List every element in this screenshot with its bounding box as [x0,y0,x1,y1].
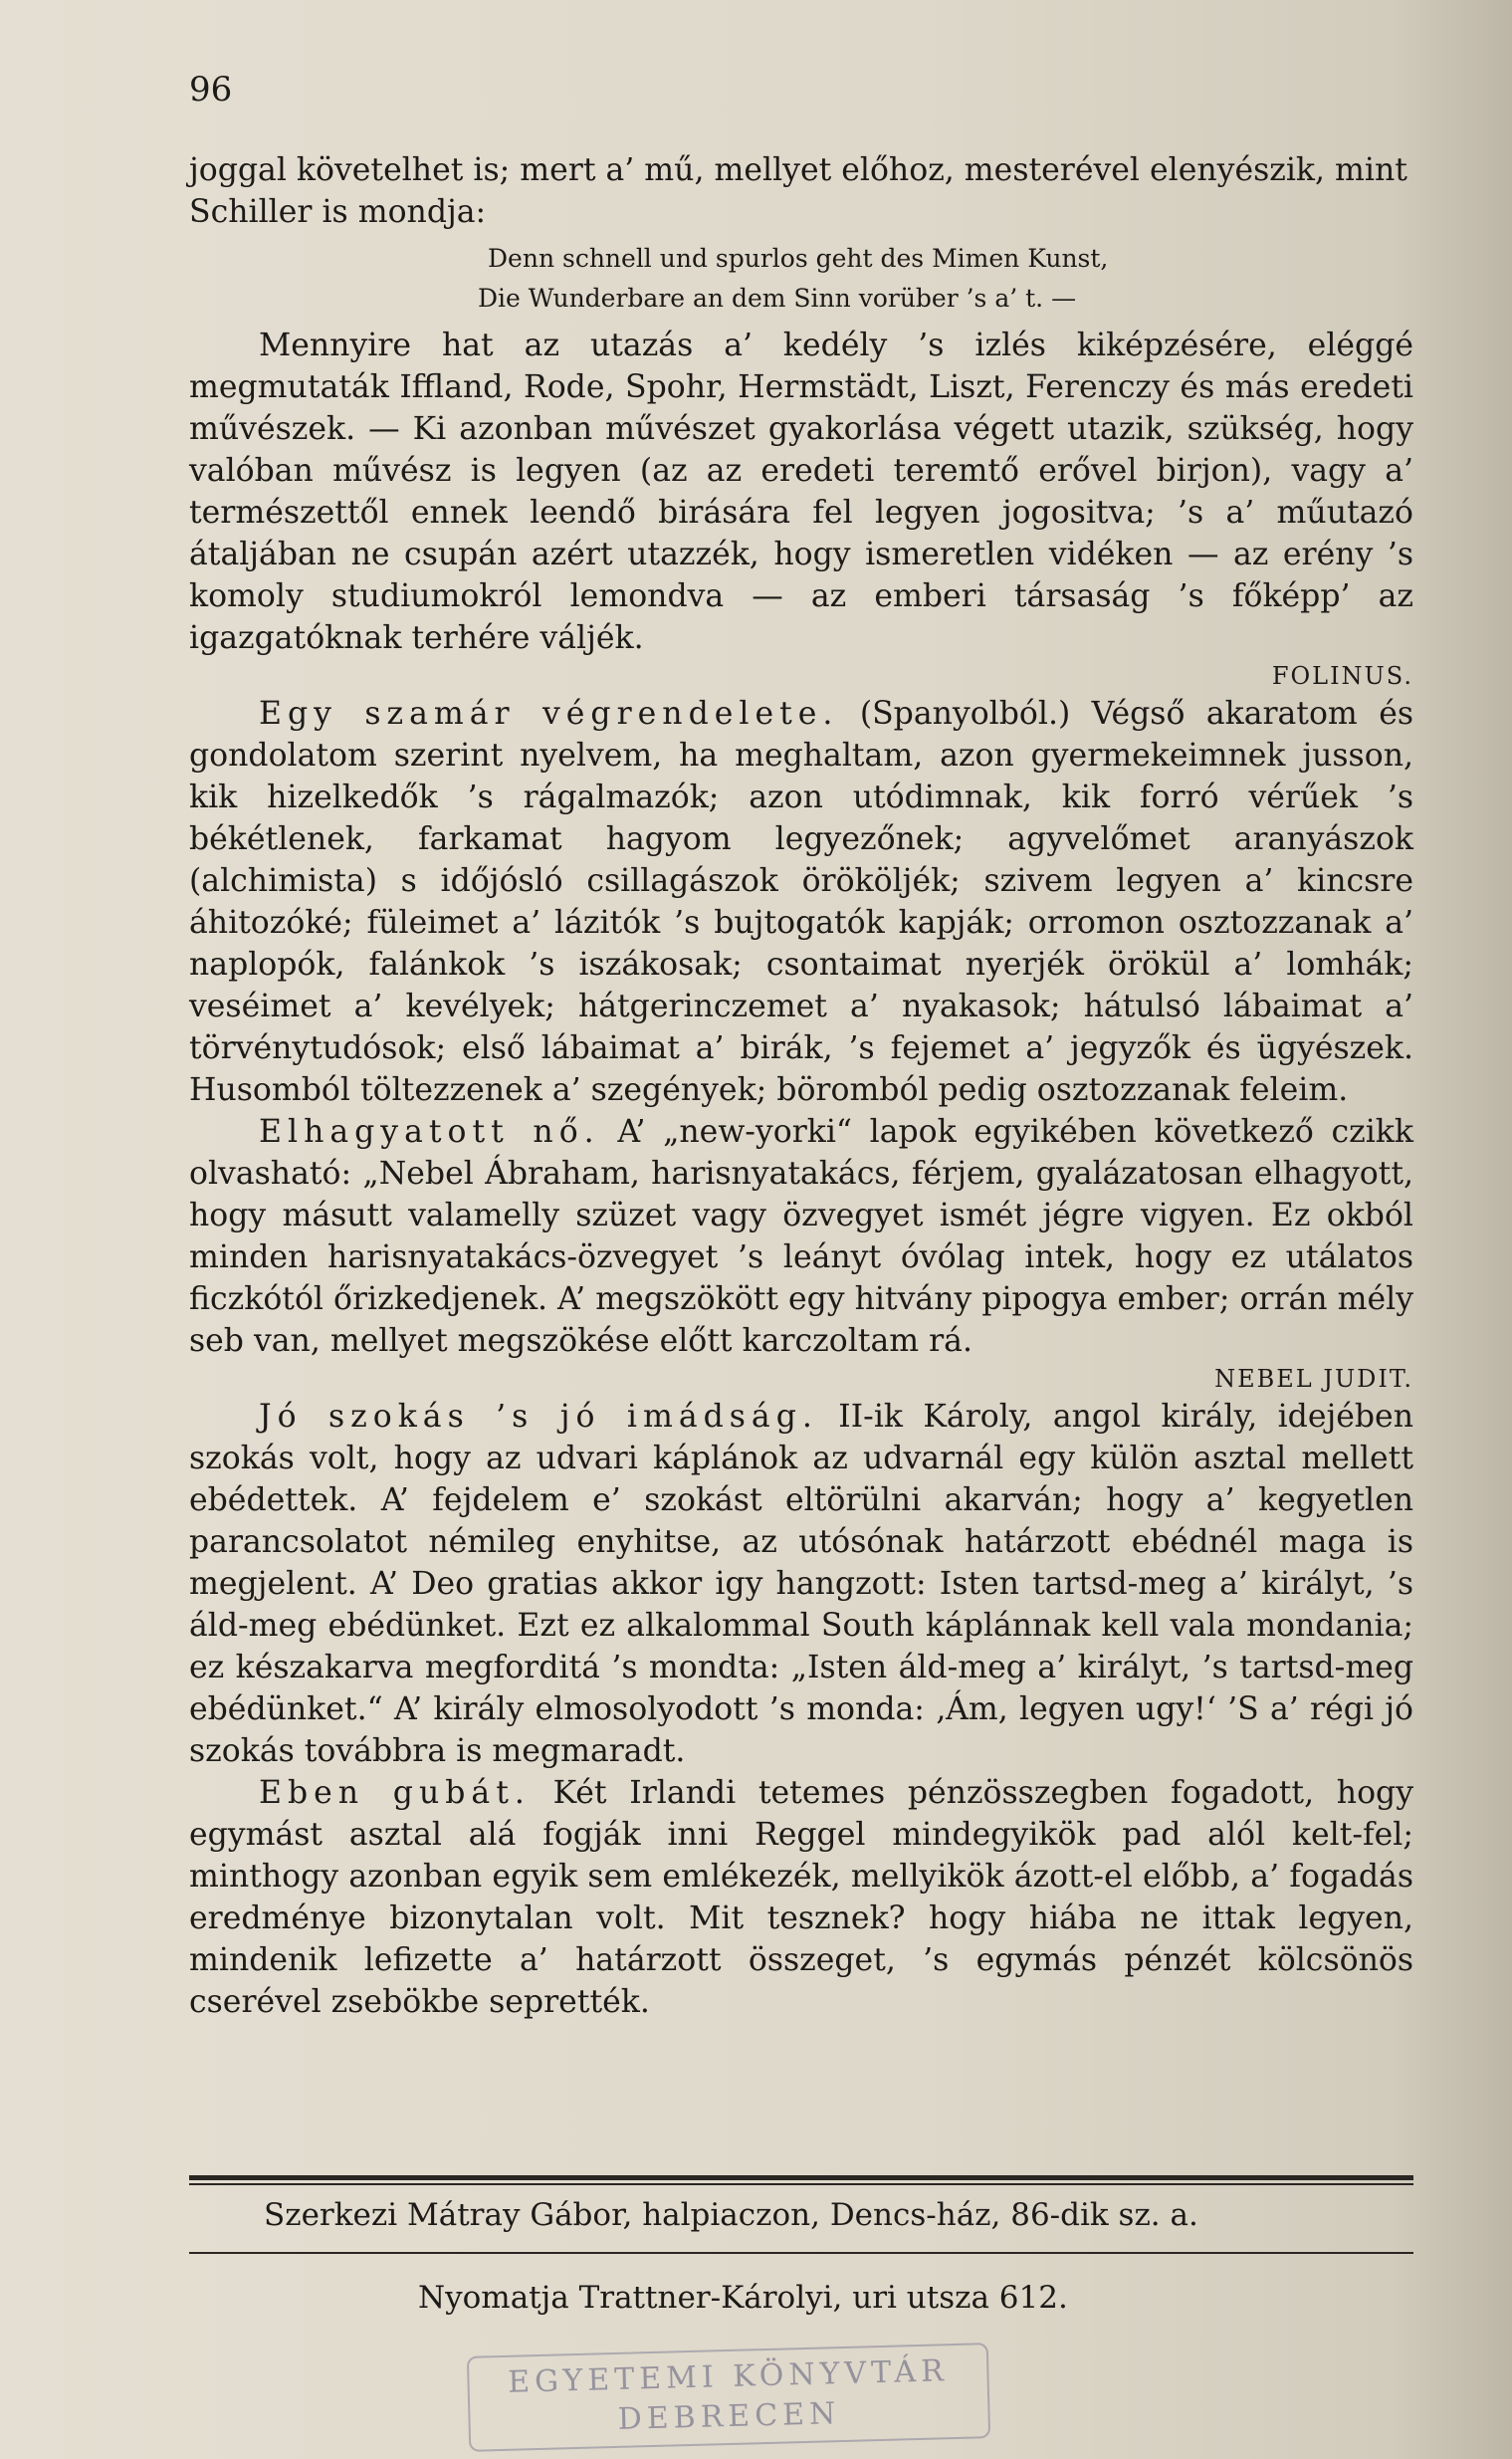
paragraph-4 [189,1111,1413,1362]
paragraph-1-line-1: joggal követelhet is; mert a’ mű, mellyet előhoz, mesterével elenyészik, mint [189,152,1407,188]
stamp-line-2: DEBRECEN [617,2396,841,2437]
paragraph-5 [189,1396,1413,1772]
paragraph-3-text: (Spanyolból.) Végső akaratom és gondolatom szerint nyelvem, ha meghaltam, azon gyermekeimnek jusson, kik hizelkedők ’s rágalmazók; azon utódimnak, kik forró vérűek ’s békétlenek, farkamat hagyom legyezőnek; agyvelőmet aranyászok (alchimista) s időjósló csillagászok örököljék; szivem legyen a’ kincsre áhitozóké; füleimet a’ lázitók ’s bujtogatók kapják; orromon osztozzanak a’ naplopók, falánkok ’s iszákosak; csontaimat nyerjék örökül a’ lomhák; veséimet a’ kevélyek; hátgerinczemet a’ nyakasok; hátulsó lábaimat a’ törvénytudósok; első lábaimat a’ birák, ’s fejemet a’ jegyzők és ügyészek. Husomból töltezzenek a’ szegények; böromból pedig osztozzanak feleim. [189,696,1414,1108]
paragraph-4-text: A’ „new-yorki“ lapok egyikében következő czikk olvasható: „Nebel Ábraham, harisnyatakács, férjem, gyalázatosan elhagyott, hogy másutt valamelly szüzet vagy özvegyet ismét jégre vigyen. Ez okból minden harisnyatakács-özvegyet ’s leányt óvólag intek, hogy ez utálatos ficzkótól őrizkedjenek. A’ megszökött egy hitvány pipogya ember; orrán mély seb van, mellyet megszökése előtt karczoltam rá. [189,1114,1413,1359]
paragraph-5-text: II-ik Károly, angol király, idejében szokás volt, hogy az udvari káplánok az udvarnál egy külön asztal mellett ebédettek. A’ fejdelem e’ szokást eltörülni akarván; hogy a’ kegyetlen parancsolatot némileg enyhitse, az utósónak határzott ebédnél maga is megjelent. A’ Deo gratias akkor igy hangzott: Isten tartsd-meg a’ királyt, ’s áld-meg ebédünket. Ezt ez alkalommal South káplánnak kell vala mondania; ez készakarva megforditá ’s mondta: „Isten áld-meg a’ királyt, ’s tartsd-meg ebédünket.“ A’ király elmosolyodott ’s monda: ‚Ám, legyen ugy!‘ ’S a’ régi jó szokás továbbra is megmaradt. [189,1399,1413,1769]
heading-jo-szokas: Jó szokás ’s jó imádság. [259,1399,818,1435]
divider-thick [189,2175,1413,2180]
page-number: 96 [189,70,233,110]
signature-folinus: FOLINUS. [1271,662,1413,690]
verse-line-2: Die Wunderbare an dem Sinn vorüber ’s a’ t. — [478,284,1077,313]
divider-thin [189,2252,1413,2254]
heading-szamar: Egy szamár végrendelete. [259,696,839,732]
paragraph-1-line-2: Schiller is mondja: [189,194,487,230]
paragraph-6-text: Két Irlandi tetemes pénzösszegben fogadott, hogy egymást asztal alá fogják inni Reggel mindegyikök pad alól kelt-fel; minthogy azonban egyik sem emlékezék, mellyikök ázott-el előbb, a’ fogadás eredménye bizonytalan volt. Mit tesznek? hogy hiába ne ittak legyen, mindenik lefizette a’ határzott összeget, ’s egymás pénzét kölcsönös cserével zsebökbe seprették. [189,1775,1414,2020]
editor-imprint: Szerkezi Mátray Gábor, halpiaczon, Dencs-ház, 86-dik sz. a. [264,2197,1198,2233]
verse-quote [478,239,1413,319]
library-stamp [467,2343,990,2452]
heading-eben-gubat: Eben gubát. [259,1775,531,1811]
printer-imprint: Nyomatja Trattner-Károlyi, uri utsza 612. [418,2280,1068,2316]
divider-thick-lower [189,2183,1413,2185]
signature-nebel: NEBEL JUDIT. [1214,1365,1413,1393]
paragraph-2: Mennyire hat az utazás a’ kedély ’s izlés kiképzésére, eléggé megmutaták Iffland, Rode, Spohr, Hermstädt, Liszt, Ferenczy és más eredeti művészek. — Ki azonban művészet gyakorlása végett utazik, szükség, hogy valóban művész is legyen (az az eredeti teremtő erővel birjon), vagy a’ természettől ennek leendő birására fel legyen jogositva; ’s a’ műutazó átaljában ne csupán azért utazzék, hogy ismeretlen vidéken — az erény ’s komoly studiumokról lemondva — az emberi társaság ’s főképp’ az igazgatóknak terhére váljék. [189,328,1413,656]
article-body [189,149,1413,2023]
verse-line-1: Denn schnell und spurlos geht des Mimen Kunst, [488,244,1109,273]
paragraph-6 [189,1772,1413,2023]
heading-elhagyatott: Elhagyatott nő. [259,1114,600,1150]
stamp-line-1: EGYETEMI KÖNYVTÁR [507,2353,950,2400]
paragraph-3 [189,693,1413,1111]
